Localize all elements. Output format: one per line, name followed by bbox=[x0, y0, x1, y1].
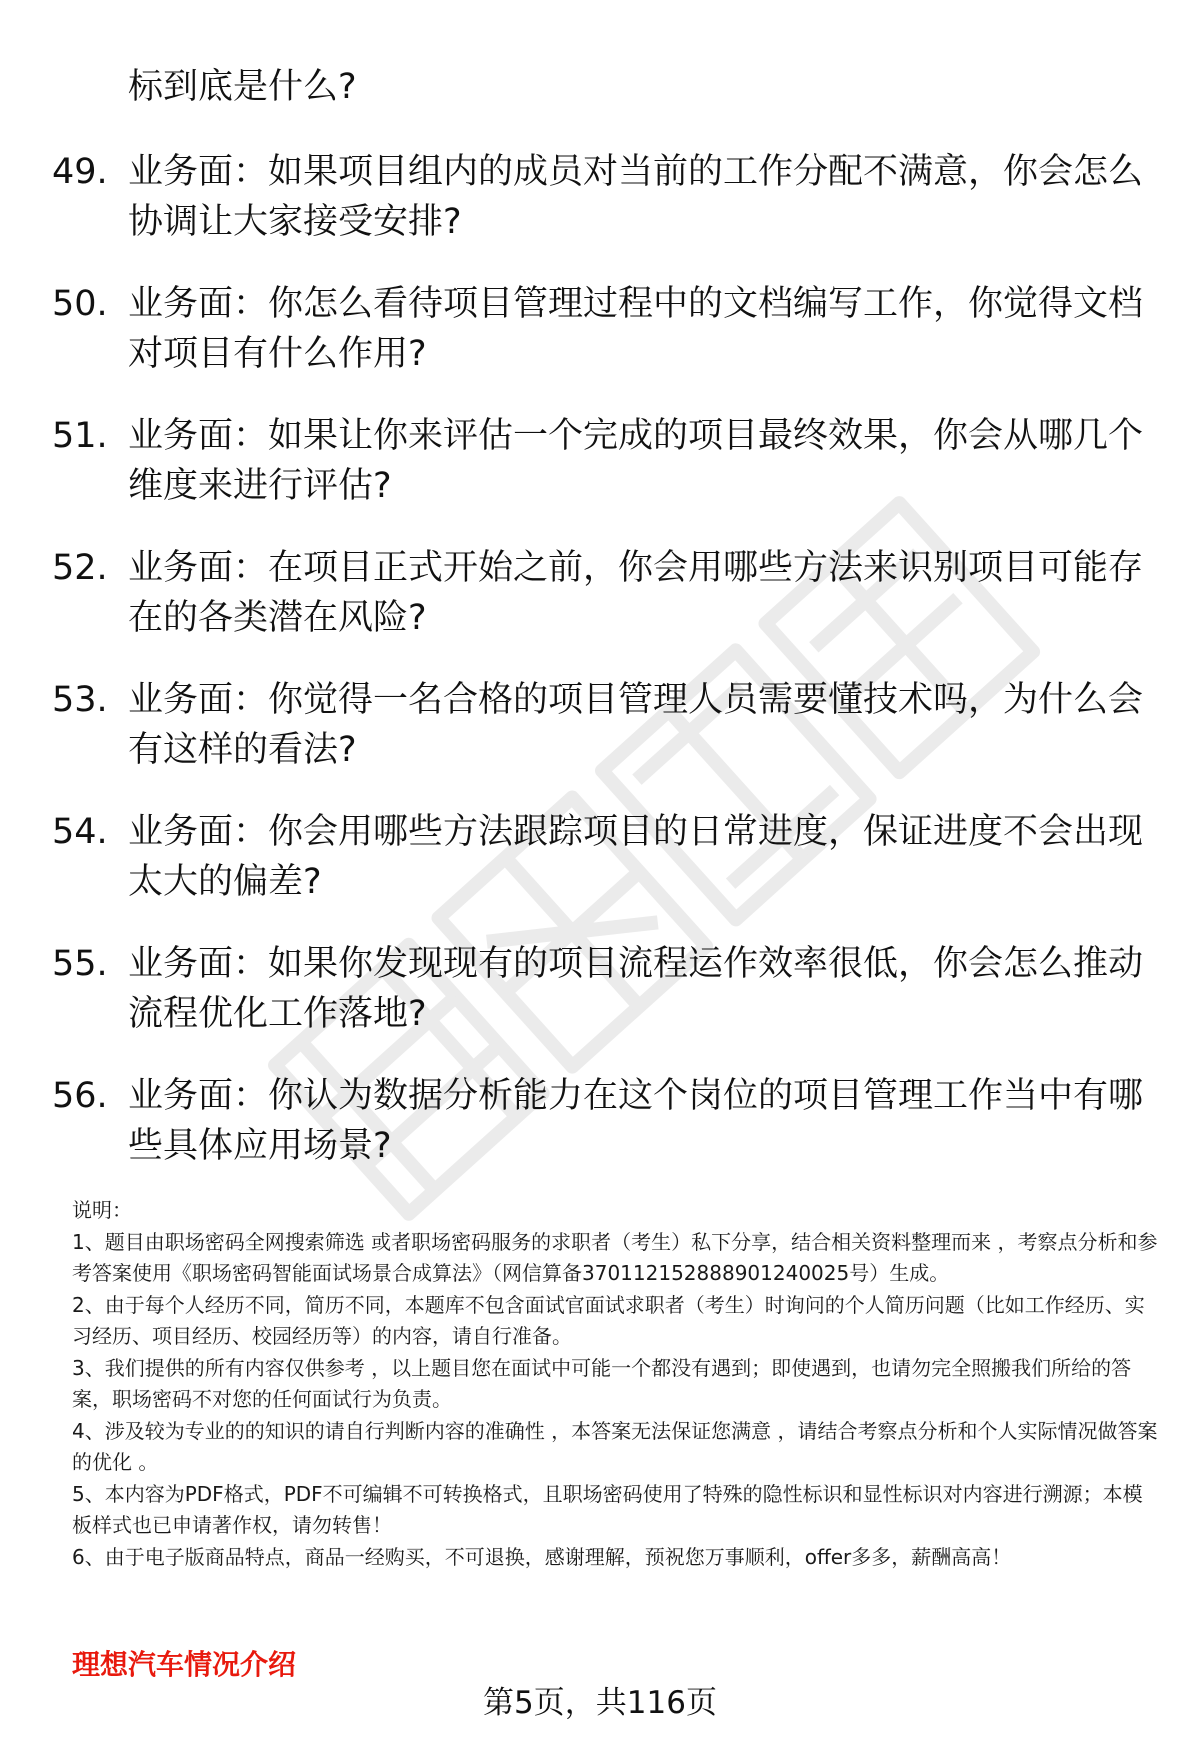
question-item bbox=[0, 660, 1200, 792]
question-text: 业务面：你觉得一名合格的项目管理人员需要懂技术吗，为什么会有这样的看法? bbox=[128, 680, 1144, 770]
question-item bbox=[0, 132, 1200, 264]
question-text: 业务面：如果让你来评估一个完成的项目最终效果，你会从哪几个维度来进行评估? bbox=[128, 416, 1144, 506]
company-intro-link[interactable]: 理想汽车情况介绍 bbox=[72, 1648, 297, 1681]
continued-question-text: 标到底是什么? bbox=[128, 67, 357, 107]
question-text: 业务面：你认为数据分析能力在这个岗位的项目管理工作当中有哪些具体应用场景? bbox=[128, 1076, 1144, 1166]
question-list bbox=[0, 132, 1200, 1188]
question-text: 业务面：你怎么看待项目管理过程中的文档编写工作，你觉得文档对项目有什么作用? bbox=[128, 284, 1144, 374]
note-item: 5、本内容为PDF格式，PDF不可编辑不可转换格式，且职场密码使用了特殊的隐性标识和显性标识对内容进行溯源；本模板样式也已申请著作权，请勿转售！ bbox=[72, 1481, 1143, 1537]
question-number: 53. bbox=[52, 680, 108, 720]
question-number: 49. bbox=[52, 152, 108, 192]
note-item: 2、由于每个人经历不同，简历不同，本题库不包含面试官面试求职者（考生）时询问的个人简历问题（比如工作经历、实习经历、项目经历、校园经历等）的内容，请自行准备。 bbox=[72, 1292, 1145, 1348]
question-text: 业务面：在项目正式开始之前，你会用哪些方法来识别项目可能存在的各类潜在风险? bbox=[128, 548, 1144, 638]
question-item bbox=[0, 792, 1200, 924]
notes-title: 说明： bbox=[72, 1198, 132, 1222]
note-item: 1、题目由职场密码全网搜索筛选 或者职场密码服务的求职者（考生）私下分享，结合相关资料整理而来 ，考察点分析和参考答案使用《职场密码智能面试场景合成算法》（网信算备370112152888901240025号）生成。 bbox=[72, 1229, 1158, 1285]
question-item bbox=[0, 924, 1200, 1056]
question-number: 54. bbox=[52, 812, 108, 852]
question-number: 55. bbox=[52, 944, 108, 984]
note-item: 6、由于电子版商品特点，商品一经购买，不可退换，感谢理解，预祝您万事顺利，offer多多，薪酬高高！ bbox=[72, 1544, 1012, 1569]
question-item bbox=[0, 1056, 1200, 1188]
notes-section bbox=[72, 1195, 1162, 1573]
question-number: 50. bbox=[52, 284, 108, 324]
question-text: 业务面：如果你发现现有的项目流程运作效率很低，你会怎么推动流程优化工作落地? bbox=[128, 944, 1144, 1034]
note-item: 3、我们提供的所有内容仅供参考 ，以上题目您在面试中可能一个都没有遇到；即使遇到，也请勿完全照搬我们所给的答案，职场密码不对您的任何面试行为负责。 bbox=[72, 1355, 1132, 1411]
question-item bbox=[0, 264, 1200, 396]
question-item bbox=[0, 396, 1200, 528]
question-text: 业务面：你会用哪些方法跟踪项目的日常进度，保证进度不会出现太大的偏差? bbox=[128, 812, 1144, 902]
note-item: 4、涉及较为专业的的知识的请自行判断内容的准确性 ，本答案无法保证您满意 ，请结合考察点分析和个人实际情况做答案的优化 。 bbox=[72, 1418, 1158, 1474]
page-number: 第5页，共116页 bbox=[483, 1685, 717, 1721]
question-number: 51. bbox=[52, 416, 108, 456]
question-item bbox=[0, 528, 1200, 660]
question-number: 56. bbox=[52, 1076, 108, 1116]
question-text: 业务面：如果项目组内的成员对当前的工作分配不满意，你会怎么协调让大家接受安排? bbox=[128, 152, 1144, 242]
question-number: 52. bbox=[52, 548, 108, 588]
